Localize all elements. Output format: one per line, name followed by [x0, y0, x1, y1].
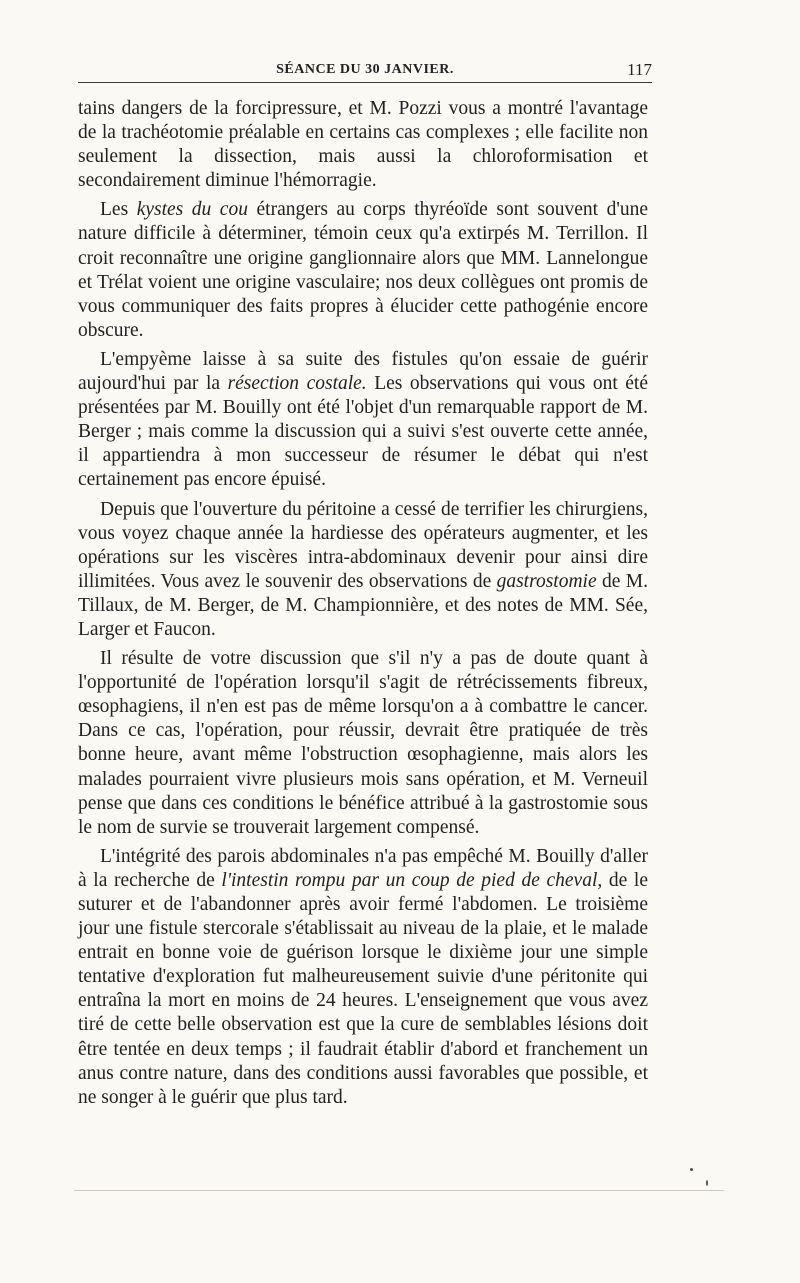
- paragraph-3: [78, 348, 648, 493]
- paragraph-4-italic: gastrostomie: [496, 570, 597, 592]
- paragraph-2-text-b: étrangers au corps thyréoïde sont souvent d'une nature difficile à déterminer, témoin ceux qu'a extirpés M. Terrillon. Il croit reconnaître une origine ganglionnaire alors que MM. Lannelongue et Trélat voient une origine vasculaire; nos deux collègues ont promis de vous communiquer des faits propres à élucider cette pathogénie encore obscure.: [78, 199, 649, 341]
- paragraph-6-text-a: L'intégrité des parois abdominales n'a pas empêché M. Bouilly d'aller à la recherche de: [78, 845, 648, 891]
- paragraph-6-text-b: de le suturer et de l'abandonner après avoir fermé l'abdomen. Le troisième jour une fistule stercorale s'établissait au niveau de la plaie, et le malade entrait en bonne voie de guérison lorsque le dixième jour une simple tentative d'exploration fut malheureusement suivie d'une péritonite qui entraîna la mort en moins de 24 heures. L'enseignement que vous avez tiré de cette belle observation est que la cure de semblables lésions doit être tentée en deux temps ; il faudrait établir d'abord et franchement un anus contre nature, dans des conditions aussi favorables que possible, et ne songer à le guérir que plus tard.: [78, 869, 648, 1108]
- paragraph-6-italic: l'intestin rompu par un coup de pied de cheval,: [221, 869, 603, 891]
- paragraph-3-text-b: Les observations qui vous ont été présentées par M. Bouilly ont été l'objet d'un remarquable rapport de M. Berger ; mais comme la discussion qui a suivi s'est ouverte cette année, il appartiendra à mon successeur de résumer le débat qui n'est certainement pas encore épuisé.: [78, 373, 648, 491]
- paragraph-1: [78, 97, 648, 193]
- paragraph-2-italic: kystes du cou: [136, 199, 248, 221]
- paragraph-4: [78, 498, 648, 643]
- body-text: [78, 97, 648, 1115]
- paragraph-2-text-a: Les: [100, 199, 137, 221]
- paragraph-5: [78, 647, 648, 840]
- paragraph-4-text-b: de M. Tillaux, de M. Berger, de M. Championnière, et des notes de MM. Sée, Larger et Faucon.: [78, 570, 648, 640]
- paragraph-4-text-a: Depuis que l'ouverture du péritoine a cessé de terrifier les chirurgiens, vous voyez chaque année la hardiesse des opérateurs augmenter, et les opérations sur les viscères intra-abdominaux devenir pour ainsi dire illimitées. Vous avez le souvenir des observations de: [78, 498, 648, 592]
- paragraph-2: [78, 198, 648, 343]
- paper-speck: [706, 1180, 708, 1186]
- running-header: [78, 62, 652, 83]
- paragraph-5-text: Il résulte de votre discussion que s'il n'y a pas de doute quant à l'opportunité de l'opération lorsqu'il s'agit de rétrécissements fibreux, œsophagiens, il n'en est pas de même lorsqu'on a à combattre le cancer. Dans ce cas, l'opération, pour réussir, devrait être pratiquée de très bonne heure, avant même l'obstruction œsophagienne, mais alors les malades pourraient vivre plusieurs mois sans opération, et M. Verneuil pense que dans ces conditions le bénéfice attribué à la gastrostomie sous le nom de survie se trouverait largement compensé.: [78, 648, 648, 838]
- running-title: SÉANCE DU 30 JANVIER.: [276, 62, 454, 77]
- page-bottom-rule: [74, 1190, 724, 1191]
- paragraph-6: [78, 845, 648, 1110]
- paragraph-1-text: tains dangers de la forcipressure, et M. Pozzi vous a montré l'avantage de la trachéotomie préalable en certains cas complexes ; elle facilite non seulement la dissection, mais aussi la chloroformisation et secondairement diminue l'hémorragie.: [78, 98, 648, 192]
- page-number: 117: [627, 60, 652, 79]
- paragraph-3-italic: résection costale.: [227, 373, 367, 395]
- paper-speck: [690, 1168, 693, 1171]
- paragraph-3-text-a: L'empyème laisse à sa suite des fistules qu'on essaie de guérir aujourd'hui par la: [78, 348, 648, 395]
